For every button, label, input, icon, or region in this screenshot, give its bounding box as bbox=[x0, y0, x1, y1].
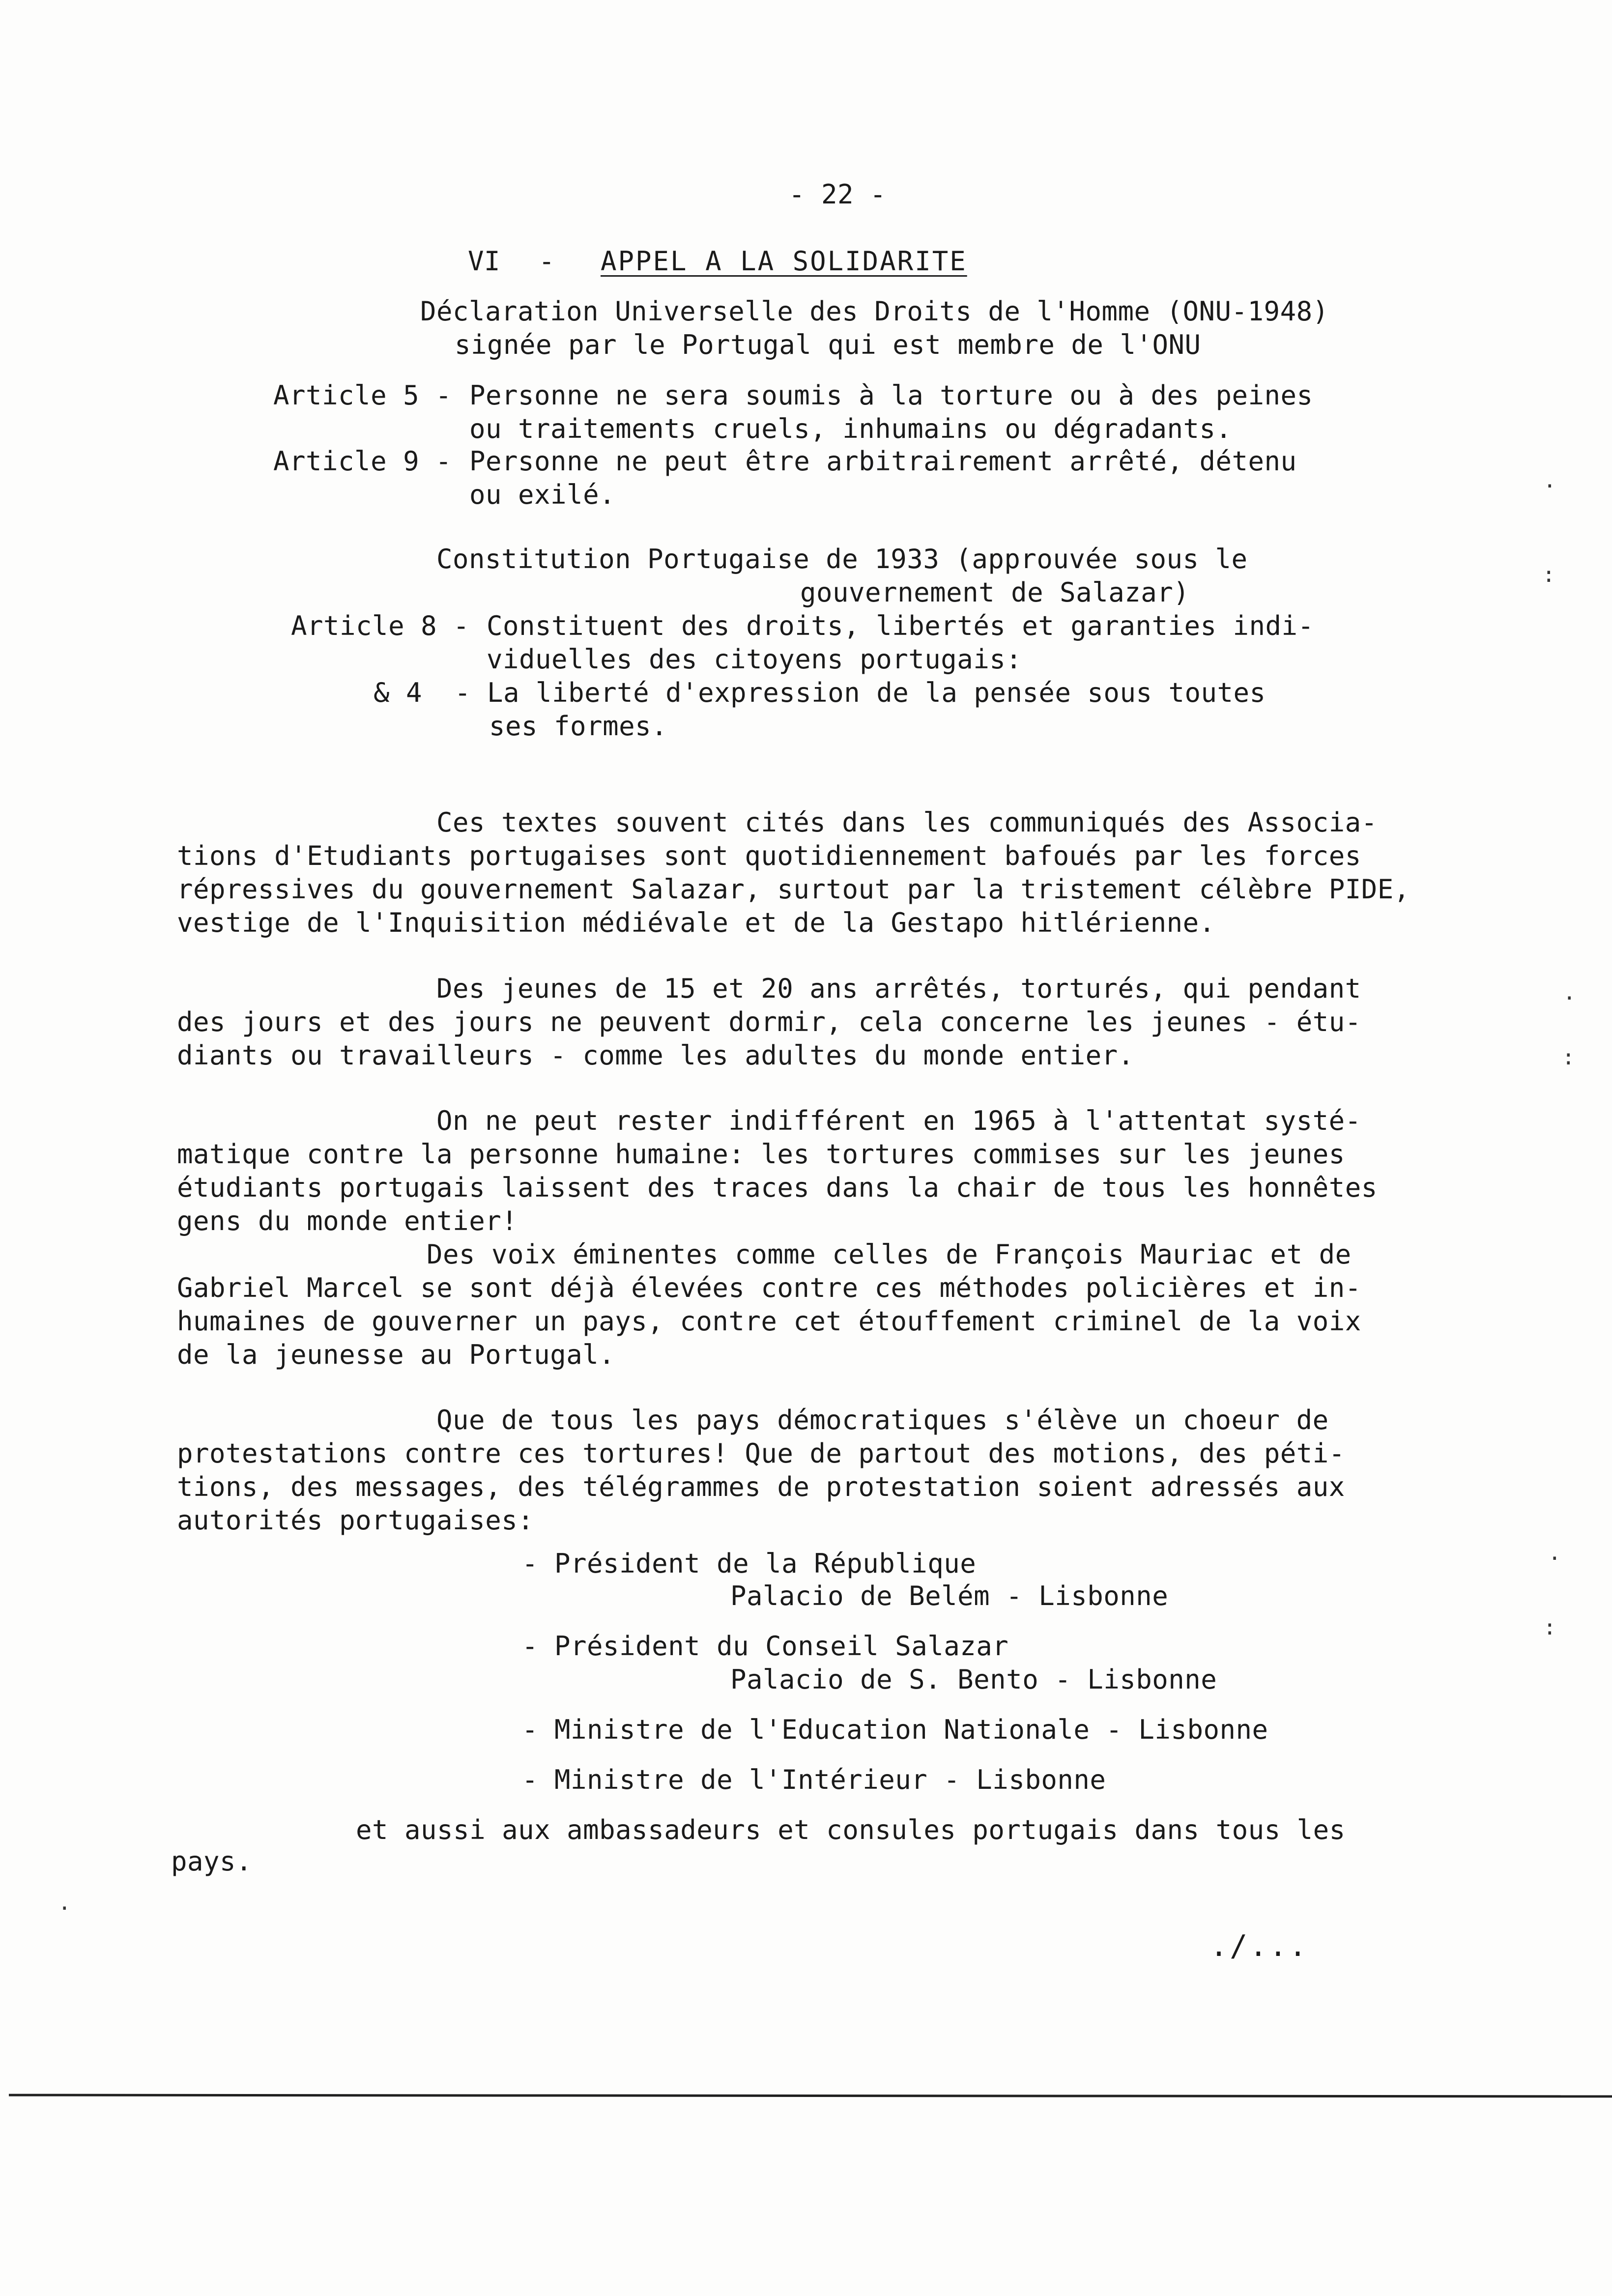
body-paragraph-2-line2: des jours et des jours ne peuvent dormir, cela concerne les jeunes - étu- bbox=[177, 1006, 1361, 1037]
scan-speck: : bbox=[1562, 1045, 1575, 1070]
scan-speck: : bbox=[1542, 562, 1555, 587]
body-paragraph-1-line4: vestige de l'Inquisition médiévale et de la Gestapo hitlérienne. bbox=[177, 907, 1215, 938]
section-dash: - bbox=[539, 246, 555, 277]
article-9-text-line2: ou exilé. bbox=[469, 479, 616, 510]
article-8-label: Article 8 - bbox=[291, 610, 470, 641]
declaration-title-line1: Déclaration Universelle des Droits de l'Homme (ONU-1948) bbox=[420, 296, 1329, 327]
constitution-title-line1: Constitution Portugaise de 1933 (approuvée sous le bbox=[436, 544, 1248, 574]
bottom-rule bbox=[9, 2094, 1612, 2098]
body-paragraph-4-line3: humaines de gouverner un pays, contre cet étouffement criminel de la voix bbox=[177, 1306, 1361, 1337]
page-number: - 22 - bbox=[789, 179, 887, 210]
body-paragraph-5-line1: Que de tous les pays démocratiques s'élève un choeur de bbox=[436, 1405, 1329, 1435]
body-paragraph-3-line4: gens du monde entier! bbox=[177, 1205, 518, 1236]
body-paragraph-3-line2: matique contre la personne humaine: les tortures commises sur les jeunes bbox=[177, 1139, 1345, 1170]
body-paragraph-5-line2: protestations contre ces tortures! Que de partout des motions, des péti- bbox=[177, 1438, 1345, 1469]
scan-speck: · bbox=[1563, 986, 1576, 1011]
continuation-mark: ./... bbox=[1210, 1929, 1309, 1963]
body-paragraph-2-line3: diants ou travailleurs - comme les adultes du monde entier. bbox=[177, 1040, 1134, 1071]
body-paragraph-3-line3: étudiants portugais laissent des traces dans la chair de tous les honnêtes bbox=[177, 1172, 1378, 1203]
recipient-1-line1: - Président de la République bbox=[522, 1548, 977, 1579]
recipient-4-line1: - Ministre de l'Intérieur - Lisbonne bbox=[522, 1764, 1106, 1795]
scan-speck: : bbox=[1543, 1615, 1556, 1640]
paragraph-4-label: & 4 bbox=[374, 677, 423, 708]
section-numeral: VI bbox=[468, 246, 501, 277]
body-paragraph-4-line2: Gabriel Marcel se sont déjà élevées contre ces méthodes policières et in- bbox=[177, 1272, 1361, 1303]
recipient-3-line1: - Ministre de l'Education Nationale - Lisbonne bbox=[522, 1714, 1268, 1745]
body-paragraph-1-line3: répressives du gouvernement Salazar, surtout par la tristement célèbre PIDE, bbox=[177, 874, 1410, 905]
recipient-1-line2: Palacio de Belém - Lisbonne bbox=[730, 1580, 1169, 1611]
body-paragraph-1-line2: tions d'Etudiants portugaises sont quotidiennement bafoués par les forces bbox=[177, 840, 1361, 871]
body-paragraph-2-line1: Des jeunes de 15 et 20 ans arrêtés, torturés, qui pendant bbox=[436, 973, 1361, 1004]
constitution-title-line2: gouvernement de Salazar) bbox=[800, 577, 1190, 608]
recipient-2-line1: - Président du Conseil Salazar bbox=[522, 1631, 1009, 1662]
article-9-label: Article 9 - bbox=[273, 446, 452, 477]
paragraph-4-text-line2: ses formes. bbox=[489, 711, 668, 742]
article-5-label: Article 5 - bbox=[273, 380, 452, 411]
article-9-text-line1: Personne ne peut être arbitrairement arrêté, détenu bbox=[469, 446, 1297, 477]
closing-line2: pays. bbox=[171, 1846, 253, 1877]
article-8-text-line2: viduelles des citoyens portugais: bbox=[487, 644, 1022, 675]
scan-speck: · bbox=[58, 1896, 71, 1921]
article-8-text-line1: Constituent des droits, libertés et garanties indi- bbox=[487, 610, 1314, 641]
declaration-title-line2: signée par le Portugal qui est membre de l'ONU bbox=[455, 329, 1201, 360]
paragraph-4-text-line1: - La liberté d'expression de la pensée sous toutes bbox=[455, 677, 1266, 708]
article-5-text-line2: ou traitements cruels, inhumains ou dégradants. bbox=[469, 413, 1232, 444]
body-paragraph-4-line1: Des voix éminentes comme celles de François Mauriac et de bbox=[427, 1239, 1352, 1270]
closing-line1: et aussi aux ambassadeurs et consules portugais dans tous les bbox=[356, 1814, 1346, 1845]
scan-speck: · bbox=[1548, 1546, 1561, 1571]
article-5-text-line1: Personne ne sera soumis à la torture ou à des peines bbox=[469, 380, 1313, 411]
section-title: APPEL A LA SOLIDARITE bbox=[601, 246, 967, 277]
scan-speck: · bbox=[1543, 474, 1556, 499]
body-paragraph-3-line1: On ne peut rester indifférent en 1965 à l'attentat systé- bbox=[436, 1105, 1361, 1136]
body-paragraph-5-line3: tions, des messages, des télégrammes de protestation soient adressés aux bbox=[177, 1471, 1345, 1502]
body-paragraph-5-line4: autorités portugaises: bbox=[177, 1505, 534, 1536]
recipient-2-line2: Palacio de S. Bento - Lisbonne bbox=[730, 1664, 1217, 1695]
body-paragraph-4-line4: de la jeunesse au Portugal. bbox=[177, 1339, 615, 1370]
body-paragraph-1-line1: Ces textes souvent cités dans les communiqués des Associa- bbox=[436, 807, 1378, 838]
